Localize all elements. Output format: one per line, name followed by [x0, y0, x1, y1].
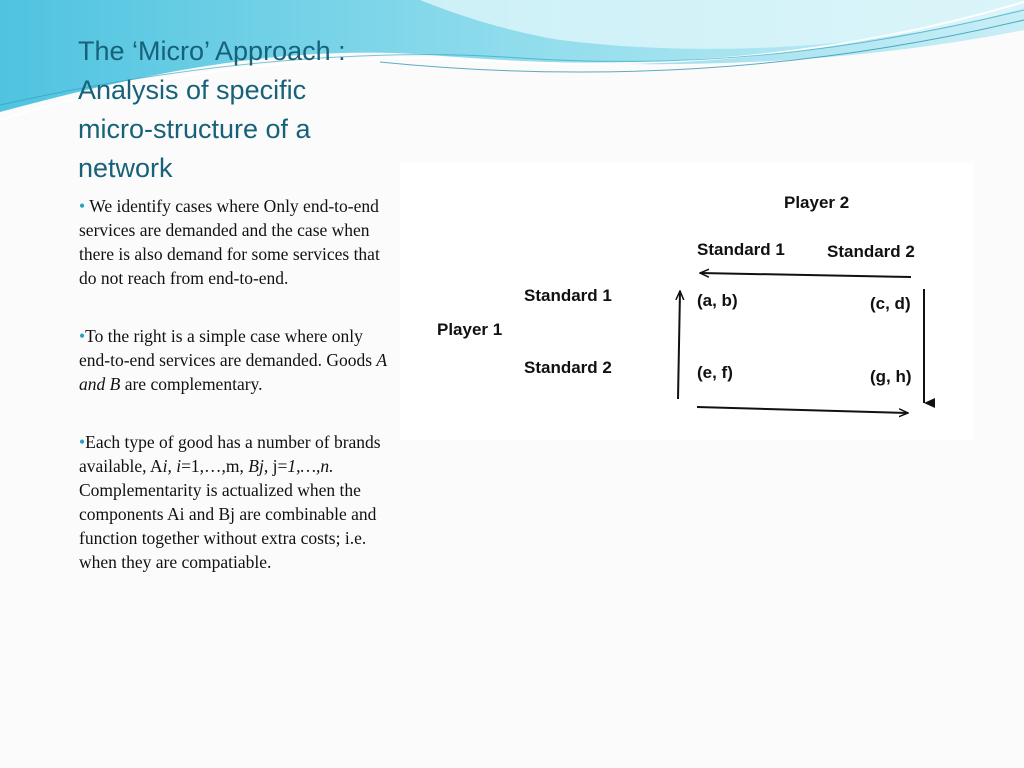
- title-line-1: The ‘Micro’ Approach :: [78, 36, 346, 66]
- bullet-marker: •: [79, 432, 86, 452]
- bullet-item-2: [79, 324, 387, 396]
- bullet-text: We identify cases where Only end-to-end services are demanded and the case when there is also demand for some services that do not reach from end-to-end.: [79, 196, 380, 288]
- title-line-4: network: [78, 153, 173, 183]
- bullet-list: [79, 194, 387, 608]
- top-arrow: [700, 273, 911, 277]
- bullet-text-italic: 1,…,n.: [287, 456, 334, 476]
- bullet-text: =1,…,m,: [181, 456, 249, 476]
- player-2-label: Player 2: [784, 193, 850, 212]
- title-line-2: Analysis of specific: [78, 75, 307, 105]
- game-matrix-diagram: [400, 163, 973, 440]
- payoff-c-d: (c, d): [870, 294, 911, 313]
- bullet-text: are complementary.: [120, 374, 263, 394]
- bottom-arrow: [697, 407, 908, 413]
- bullet-text: Each type of good has a number of brands available, A: [79, 432, 381, 476]
- player-1-label: Player 1: [437, 320, 503, 339]
- bullet-text-italic: i, i: [162, 456, 182, 476]
- left-arrow: [678, 291, 680, 399]
- payoff-a-b: (a, b): [697, 291, 738, 310]
- row-standard-2-label: Standard 2: [524, 358, 612, 377]
- bullet-text: To the right is a simple case where only end-to-end services are demanded. Goods: [79, 326, 377, 370]
- slide-title: [78, 32, 398, 188]
- bullet-marker: •: [79, 326, 86, 346]
- bullet-text: , j=: [263, 456, 288, 476]
- bullet-item-3: [79, 430, 387, 574]
- column-standard-1-label: Standard 1: [697, 240, 785, 259]
- bullet-text: Complementarity is actualized when the components Ai and Bj are combinable and function together without extra costs; i.e. when they are compatiable.: [79, 480, 377, 572]
- row-standard-1-label: Standard 1: [524, 286, 612, 305]
- bullet-text-italic: Bj: [248, 456, 264, 476]
- column-standard-2-label: Standard 2: [827, 242, 915, 261]
- bullet-item-1: [79, 194, 387, 290]
- game-matrix-figure: [400, 163, 973, 440]
- payoff-e-f: (e, f): [697, 363, 733, 382]
- title-line-3: micro-structure of a: [78, 114, 311, 144]
- payoff-g-h: (g, h): [870, 367, 912, 386]
- bullet-marker: •: [79, 196, 86, 216]
- bullet-text-italic: A and B: [79, 350, 387, 394]
